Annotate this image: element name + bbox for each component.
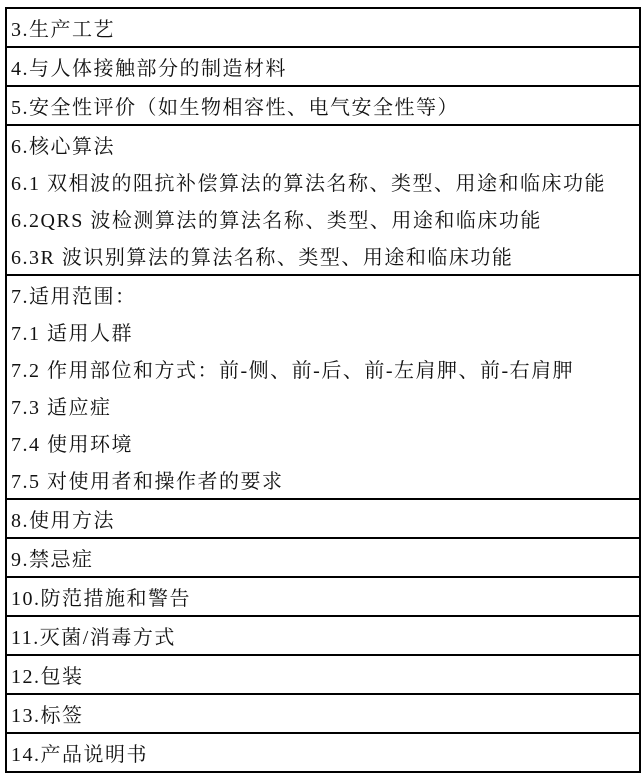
cell-line: 8.使用方法	[11, 510, 115, 532]
cell-line: 4.与人体接触部分的制造材料	[11, 58, 287, 80]
cell-line: 9.禁忌症	[11, 549, 94, 571]
cell-line: 6.3R 波识别算法的算法名称、类型、用途和临床功能	[11, 247, 514, 269]
table-row	[7, 656, 639, 695]
table-row	[7, 126, 639, 276]
cell-line: 14.产品说明书	[11, 744, 148, 766]
cell-line: 7.3 适应症	[11, 397, 112, 419]
cell-line: 10.防范措施和警告	[11, 588, 191, 610]
spec-table	[5, 7, 641, 773]
table-row	[7, 9, 639, 48]
cell-line: 7.2 作用部位和方式：前-侧、前-后、前-左肩胛、前-右肩胛	[11, 360, 575, 382]
cell-line: 11.灭菌/消毒方式	[11, 627, 176, 649]
cell-line: 5.安全性评价（如生物相容性、电气安全性等）	[11, 97, 459, 119]
table-row	[7, 500, 639, 539]
table-row	[7, 617, 639, 656]
cell-line: 6.核心算法	[11, 136, 115, 158]
cell-line: 7.1 适用人群	[11, 323, 133, 345]
table-row	[7, 87, 639, 126]
cell-line: 13.标签	[11, 705, 84, 727]
cell-line: 6.1 双相波的阻抗补偿算法的算法名称、类型、用途和临床功能	[11, 173, 606, 195]
table-row	[7, 578, 639, 617]
cell-line: 3.生产工艺	[11, 19, 115, 41]
table-row	[7, 276, 639, 500]
table-row	[7, 734, 639, 771]
table-row	[7, 695, 639, 734]
cell-line: 12.包装	[11, 666, 84, 688]
cell-line: 7.4 使用环境	[11, 434, 133, 456]
table-row	[7, 48, 639, 87]
cell-line: 6.2QRS 波检测算法的算法名称、类型、用途和临床功能	[11, 210, 542, 232]
cell-line: 7.5 对使用者和操作者的要求	[11, 471, 284, 493]
table-row	[7, 539, 639, 578]
cell-line: 7.适用范围：	[11, 286, 137, 308]
